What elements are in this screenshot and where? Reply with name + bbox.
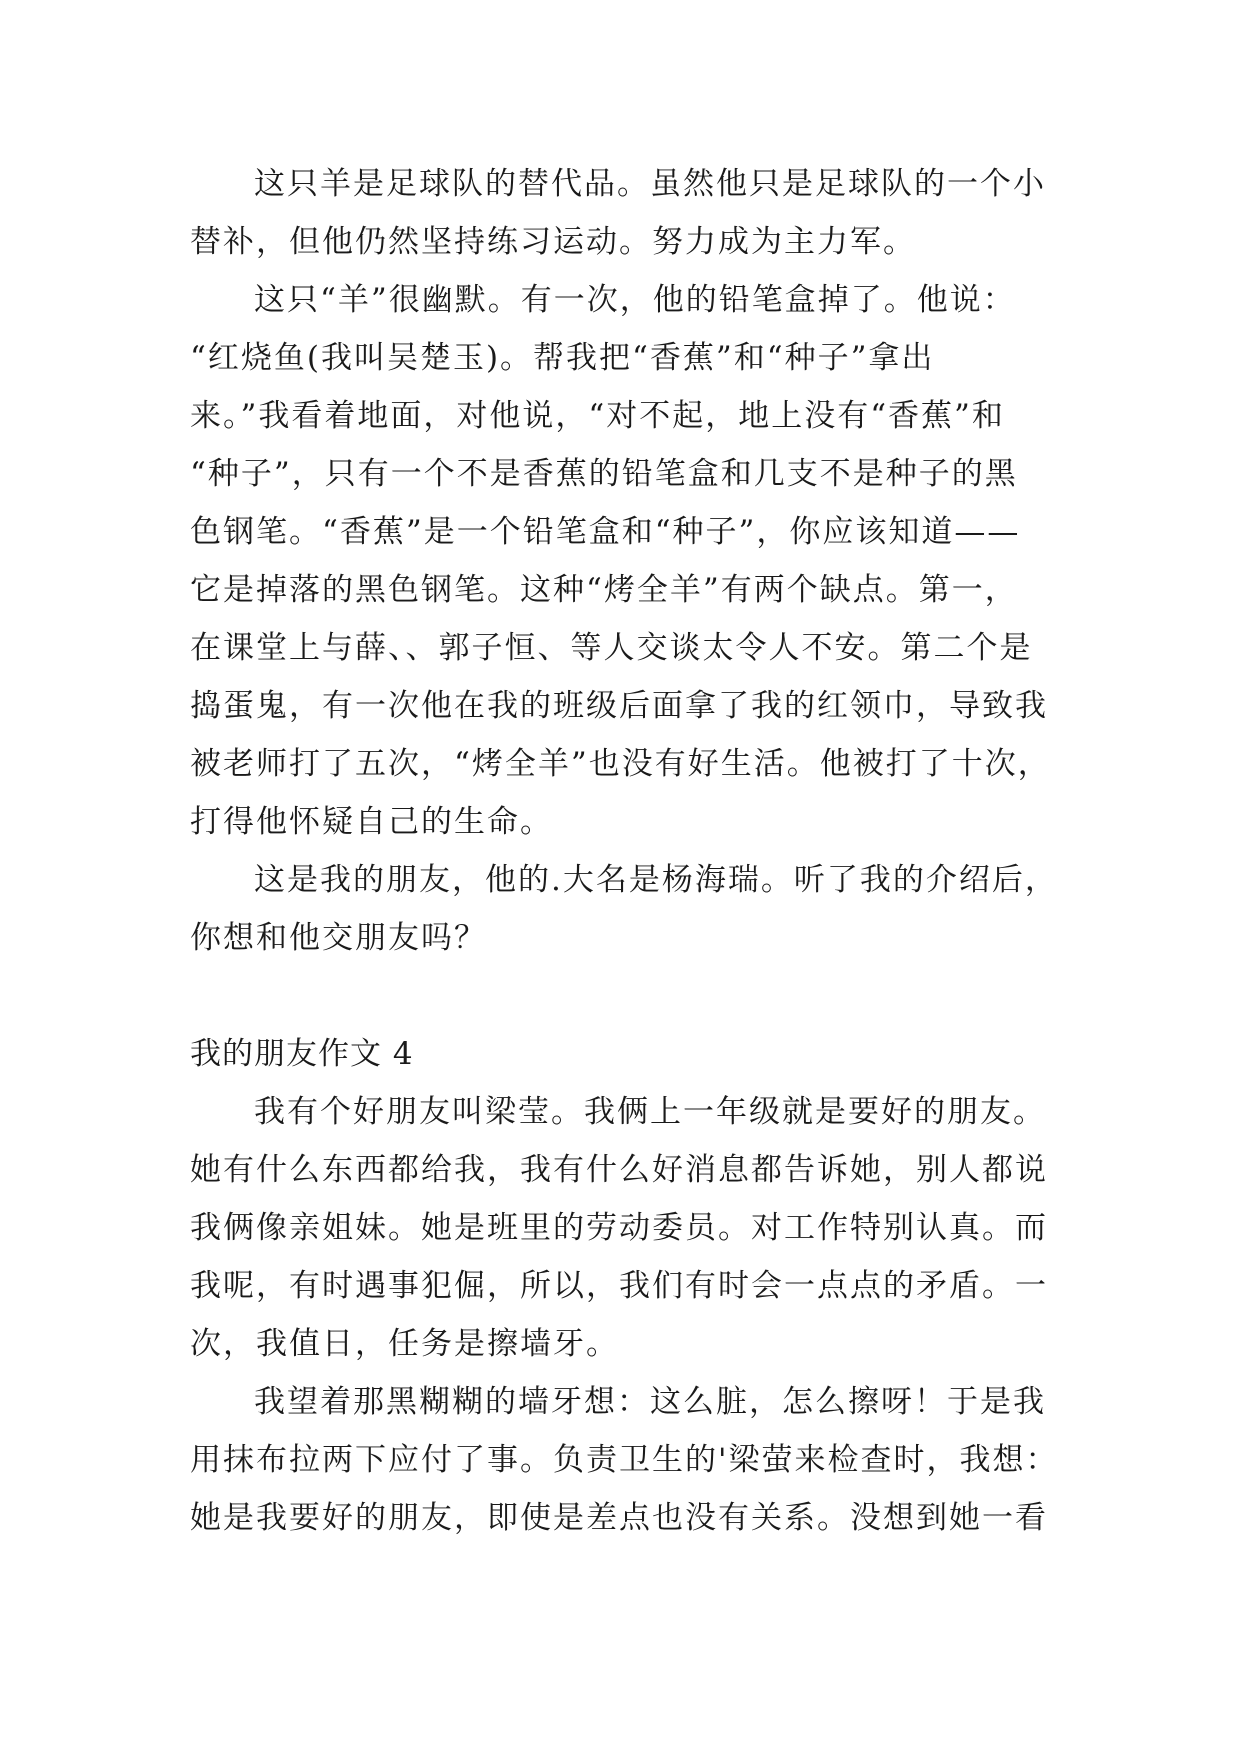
paragraph-5-line-2: 用抹布拉两下应付了事。负责卫生的'梁萤来检查时，我想： xyxy=(190,1442,1059,1478)
paragraph-4-line-1: 我有个好朋友叫梁莹。我俩上一年级就是要好的朋友。 xyxy=(254,1094,1046,1130)
paragraph-3-line-2: 你想和他交朋友吗？ xyxy=(190,920,487,956)
paragraph-2-line-2: “红烧鱼(我叫吴楚玉)。帮我把“香蕉”和“种子”拿出 xyxy=(190,340,935,376)
paragraph-5-line-1: 我望着那黑糊糊的墙牙想：这么脏，怎么擦呀！于是我 xyxy=(254,1384,1046,1420)
paragraph-4-line-3: 我俩像亲姐妹。她是班里的劳动委员。对工作特别认真。而 xyxy=(190,1210,1048,1246)
paragraph-2-line-3: 来。”我看着地面，对他说，“对不起，地上没有“香蕉”和 xyxy=(190,398,1005,434)
paragraph-2-line-5: 色钢笔。“香蕉”是一个铅笔盒和“种子”，你应该知道—— xyxy=(190,514,1021,550)
paragraph-1-line-1: 这只羊是足球队的替代品。虽然他只是足球队的一个小 xyxy=(254,166,1046,202)
paragraph-2-line-6: 它是掉落的黑色钢笔。这种“烤全羊”有两个缺点。第一， xyxy=(190,572,1018,608)
paragraph-4-line-2: 她有什么东西都给我，我有什么好消息都告诉她，别人都说 xyxy=(190,1152,1048,1188)
paragraph-4-line-5: 次，我值日，任务是擦墙牙。 xyxy=(190,1326,619,1362)
paragraph-2-line-9: 被老师打了五次，“烤全羊”也没有好生活。他被打了十次， xyxy=(190,746,1051,782)
paragraph-3-line-1: 这是我的朋友，他的.大名是杨海瑞。听了我的介绍后， xyxy=(254,862,1058,898)
paragraph-2-line-8: 捣蛋鬼，有一次他在我的班级后面拿了我的红领巾，导致我 xyxy=(190,688,1048,724)
section-heading: 我的朋友作文 4 xyxy=(190,1036,414,1072)
paragraph-2-line-4: “种子”，只有一个不是香蕉的铅笔盒和几支不是种子的黑 xyxy=(190,456,1018,492)
paragraph-4-line-4: 我呢，有时遇事犯倔，所以，我们有时会一点点的矛盾。一 xyxy=(190,1268,1048,1304)
paragraph-1-line-2: 替补，但他仍然坚持练习运动。努力成为主力军。 xyxy=(190,224,916,260)
paragraph-2-line-10: 打得他怀疑自己的生命。 xyxy=(190,804,553,840)
paragraph-2-line-1: 这只“羊”很幽默。有一次，他的铅笔盒掉了。他说： xyxy=(254,282,1016,318)
paragraph-2-line-7: 在课堂上与薛、、郭子恒、等人交谈太令人不安。第二个是 xyxy=(190,630,1033,666)
paragraph-5-line-3: 她是我要好的朋友，即使是差点也没有关系。没想到她一看 xyxy=(190,1500,1048,1536)
